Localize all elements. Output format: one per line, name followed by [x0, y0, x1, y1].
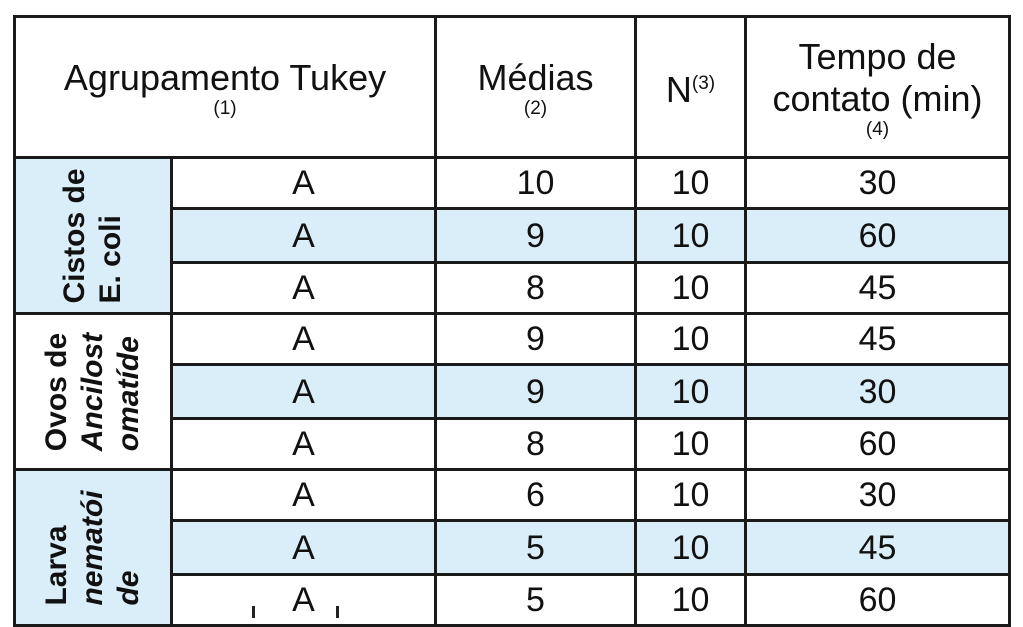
n-cell: 10 [636, 470, 746, 521]
tukey-cell: A [172, 521, 436, 575]
group-label-larva [15, 470, 172, 626]
header-n-title: N [665, 69, 692, 110]
tempo-cell: 30 [746, 158, 1010, 209]
media-cell: 9 [436, 209, 636, 263]
group-label-line1: Cistos de [58, 167, 91, 304]
table-row [15, 314, 1010, 365]
group-label-cistos [15, 158, 172, 314]
tukey-cell: A [172, 209, 436, 263]
header-tukey-note: (1) [213, 97, 237, 119]
media-cell: 9 [436, 314, 636, 365]
tempo-cell: 30 [746, 365, 1010, 419]
tukey-cell: A [172, 158, 436, 209]
header-medias-title: Médias [477, 56, 594, 98]
header-tukey-title: Agrupamento Tukey [63, 56, 387, 98]
tempo-cell: 30 [746, 470, 1010, 521]
n-cell: 10 [636, 209, 746, 263]
tempo-cell: 60 [746, 575, 1010, 626]
tempo-cell: 60 [746, 419, 1010, 470]
group-label-line2: E. coli [94, 214, 127, 304]
results-table [13, 15, 1011, 627]
group-label-line3: de [112, 570, 145, 606]
n-cell: 10 [636, 314, 746, 365]
media-cell: 8 [436, 263, 636, 314]
group-label-line1: Larva [40, 524, 73, 606]
group-label-line2: Ancilost [76, 332, 109, 451]
group-label-ovos [15, 314, 172, 470]
header-tempo-line2: contato (min) [772, 77, 983, 119]
header-tempo-note: (4) [865, 118, 890, 140]
media-cell: 5 [436, 521, 636, 575]
group-label-line3: omatíde [112, 335, 145, 451]
n-cell: 10 [636, 419, 746, 470]
n-cell: 10 [636, 158, 746, 209]
header-medias [436, 17, 636, 158]
tempo-cell: 45 [746, 521, 1010, 575]
header-medias-note: (2) [523, 97, 548, 119]
media-cell: 9 [436, 365, 636, 419]
tempo-cell: 60 [746, 209, 1010, 263]
tukey-cell: A [172, 314, 436, 365]
border-tick [336, 606, 339, 618]
group-label-line1: Ovos de [40, 332, 73, 451]
n-cell: 10 [636, 575, 746, 626]
header-n-note: (3) [691, 73, 716, 94]
tukey-cell: A [172, 419, 436, 470]
media-cell: 8 [436, 419, 636, 470]
media-cell: 6 [436, 470, 636, 521]
n-cell: 10 [636, 521, 746, 575]
tempo-cell: 45 [746, 263, 1010, 314]
media-cell: 5 [436, 575, 636, 626]
tukey-cell: A [172, 365, 436, 419]
border-tick [252, 606, 255, 618]
tukey-cell: A [172, 470, 436, 521]
tukey-cell: A [172, 263, 436, 314]
media-cell: 10 [436, 158, 636, 209]
group-label-line2: nematói [76, 489, 109, 606]
n-cell: 10 [636, 365, 746, 419]
header-tempo-line1: Tempo de [798, 35, 957, 77]
header-row [15, 17, 1010, 158]
n-cell: 10 [636, 263, 746, 314]
tempo-cell: 45 [746, 314, 1010, 365]
header-tempo [746, 17, 1010, 158]
table-row [15, 470, 1010, 521]
table-row [15, 158, 1010, 209]
tukey-cell: A [172, 575, 436, 626]
header-n [636, 17, 746, 158]
header-tukey [15, 17, 436, 158]
